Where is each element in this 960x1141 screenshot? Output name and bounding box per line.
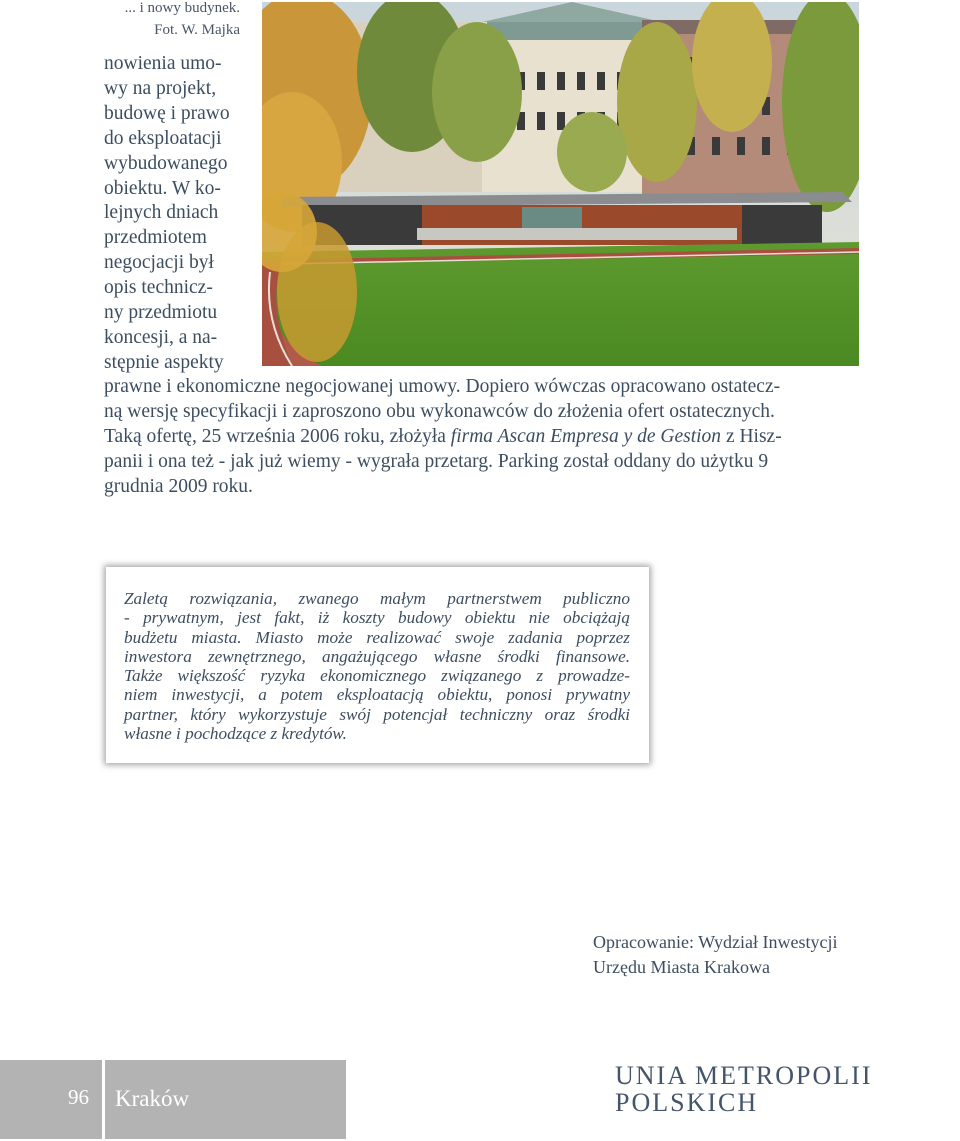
page-number-box bbox=[0, 1060, 102, 1139]
caption-credit: Fot. W. Majka bbox=[154, 22, 240, 38]
body-text-wide bbox=[104, 375, 864, 500]
body-line: budowę i prawo bbox=[104, 102, 230, 124]
page-number: 96 bbox=[68, 1085, 89, 1109]
highlight-text bbox=[124, 589, 630, 743]
body-line: ny przedmiotu bbox=[104, 302, 218, 324]
body-line: negocjacji był bbox=[104, 252, 214, 274]
section-label-box bbox=[105, 1060, 346, 1139]
caption-line: ... i nowy budynek. bbox=[124, 0, 240, 16]
body-text: z Hisz- bbox=[721, 425, 782, 447]
body-line bbox=[104, 425, 864, 450]
highlight-box bbox=[106, 567, 649, 763]
photo-caption bbox=[100, 0, 240, 41]
body-line: opis technicz- bbox=[104, 277, 213, 299]
body-line: ną wersję specyfikacji i zaproszono obu wykonawców do złożenia ofert ostatecznych. bbox=[104, 400, 775, 422]
quote-line: partner, który wykorzystuje swój potencjał techniczny oraz środki bbox=[124, 704, 630, 724]
quote-line: własne i pochodzące z kredytów. bbox=[124, 724, 347, 744]
publication-brand bbox=[615, 1062, 875, 1116]
body-text-narrow bbox=[104, 52, 254, 376]
brand-line: POLSKICH bbox=[615, 1088, 759, 1117]
body-line: panii i ona też - jak już wiemy - wygrała przetarg. Parking został oddany do użytku 9 bbox=[104, 450, 769, 472]
quote-line: Zaletą rozwiązania, zwanego małym partnerstwem publiczno bbox=[124, 589, 630, 608]
body-line: przedmiotem bbox=[104, 227, 207, 249]
body-line: stępnie aspekty bbox=[104, 351, 224, 373]
body-line: do eksploatacji bbox=[104, 127, 222, 149]
credits-line: Urzędu Miasta Krakowa bbox=[593, 957, 770, 977]
body-line: wybudowanego bbox=[104, 152, 228, 174]
stadium-building-photo bbox=[262, 2, 859, 366]
body-line: wy na projekt, bbox=[104, 77, 217, 99]
quote-line: inwestora zewnętrznego, angażującego własne środki finansowe. bbox=[124, 646, 630, 666]
brand-line: UNIA METROPOLII bbox=[615, 1061, 873, 1090]
credits-line: Opracowanie: Wydział Inwestycji bbox=[593, 932, 838, 952]
body-text: Taką ofertę, 25 września 2006 roku, złożyła bbox=[104, 425, 451, 447]
quote-line: niem inwestycji, a potem eksploatacją obiektu, ponosi prywatny bbox=[124, 685, 630, 705]
quote-line: - prywatnym, jest fakt, iż koszty budowy obiektu nie obciążają bbox=[124, 608, 630, 628]
body-line: prawne i ekonomiczne negocjowanej umowy. Dopiero wówczas opracowano ostatecz- bbox=[104, 376, 781, 397]
body-line: lejnych dniach bbox=[104, 202, 219, 224]
credits bbox=[593, 930, 893, 980]
quote-line: Także większość ryzyka ekonomicznego związanego z prowadze- bbox=[124, 666, 630, 686]
body-line: grudnia 2009 roku. bbox=[104, 475, 253, 497]
quote-line: budżetu miasta. Miasto może realizować swoje zadania poprzez bbox=[124, 627, 630, 647]
company-name: firma Ascan Empresa y de Gestion bbox=[450, 425, 722, 447]
body-line: koncesji, a na- bbox=[104, 326, 218, 348]
body-line: nowienia umo- bbox=[104, 53, 222, 74]
section-city: Kraków bbox=[115, 1086, 190, 1111]
body-line: obiektu. W ko- bbox=[104, 177, 221, 199]
